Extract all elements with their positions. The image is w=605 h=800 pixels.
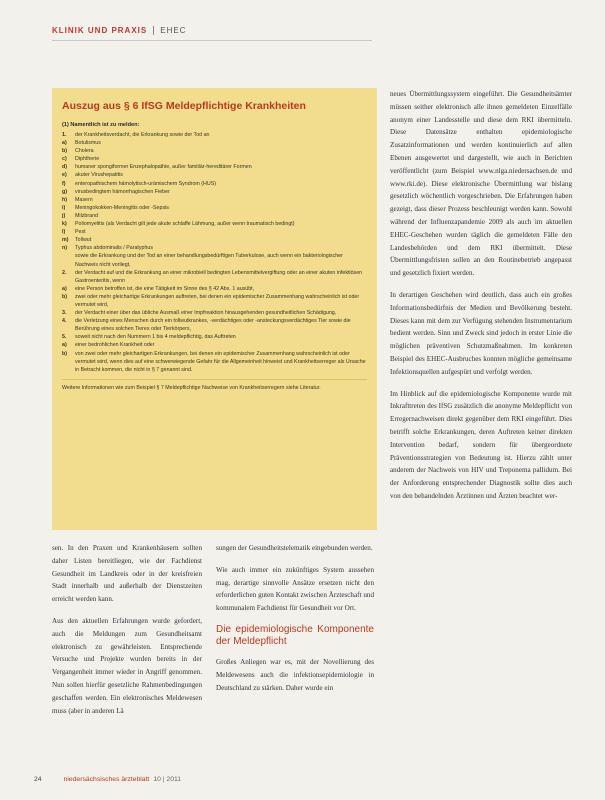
list-item (62, 155, 367, 163)
list-item (62, 228, 367, 236)
page-footer (34, 776, 181, 783)
list-item (62, 236, 367, 244)
info-box-footer: Weitere Informationen wie zum Beispiel § 7 Meldepflichtige Nachweise von Krankheitserregern siehe Literatur. (62, 379, 367, 393)
list-item (62, 171, 367, 179)
list-marker: 2. (62, 269, 67, 276)
list-item (62, 293, 367, 309)
list-text: Tollwut (75, 237, 92, 244)
list-item (62, 350, 367, 374)
list-text: einer bedrohlichen Krankheit oder (75, 342, 155, 349)
list-item (62, 131, 367, 139)
list-marker: k) (62, 221, 67, 228)
list-item (62, 252, 367, 268)
list-item (62, 309, 367, 317)
info-box-intro: (1) Namentlich ist zu melden: (62, 122, 140, 128)
info-box-list (62, 131, 367, 374)
list-marker: a) (62, 140, 67, 147)
list-marker: 3. (62, 310, 67, 317)
column-middle (216, 542, 374, 703)
paragraph: Großes Anliegen war es, mit der Novellierung des Meldewesens auch die infektionsepidemiologie in Deutschland zu stärken. Daher wurde ein (216, 657, 374, 692)
list-item (62, 220, 367, 228)
list-text: Cholera (75, 148, 94, 155)
paragraph: In derartigen Geschehen wird deutlich, dass auch ein großes Informationsbedürfnis der Medien und Bevölkerung besteht. Dieses kann mit dem zur Verfügung stehenden Instrumentarium bedient werden. Sinn und Zweck sind jedoch in erster Linie die möglichen präventiven Schutzmaßnahmen. Im konkreten Beispiel des EHEC-Ausbruches konnten mögliche gemeinsame Infektionsquellen aufgespürt und verfolgt werden. (390, 290, 572, 376)
list-item (62, 147, 367, 155)
paragraph: sen. In den Praxen und Krankenhäusern sollten daher Listen bereitliegen, wie der Fachdienst Gesundheit im Landkreis oder in der kreisfreien Stadt innerhalb und außerhalb der Dienstzeiten erreicht werden kann. (52, 544, 202, 604)
header-rule (52, 40, 372, 41)
info-box-title: Auszug aus § 6 IfSG Meldepflichtige Krankheiten (62, 100, 306, 112)
list-item (62, 212, 367, 220)
list-text: sowie die Erkrankung und der Tod an einer behandlungsbedürftigen Tuberkulose, auch wenn ein bakteriologischer Nachweis nicht vorliegt, (75, 253, 343, 268)
list-marker (62, 252, 75, 268)
list-item (62, 333, 367, 341)
list-item (62, 269, 367, 285)
list-text: der Verdacht auf und die Erkrankung an einer mikrobiell bedingten Lebensmittelvergiftung oder an einer akuten infektiösen Gastroenteritis, wenn (75, 269, 363, 284)
list-marker: 1. (62, 132, 67, 138)
list-text: der Krankheitsverdacht, die Erkrankung sowie der Tod an (75, 132, 210, 138)
list-text: eine Person betroffen ist, die eine Tätigkeit im Sinne des § 42 Abs. 1 ausübt, (75, 285, 255, 292)
list-marker: g) (62, 188, 67, 195)
list-item (62, 139, 367, 147)
list-text: Milzbrand (75, 212, 98, 219)
list-text: Typhus abdominalis / Paratyphus (75, 245, 154, 252)
list-marker: a) (62, 342, 67, 349)
list-marker: 4. (62, 318, 67, 325)
list-text: Pest (75, 229, 86, 236)
list-marker: 5. (62, 334, 67, 341)
list-text: von zwei oder mehr gleichartigen Erkrankungen, bei denen ein epidemischer Zusammenhang wahrscheinlich ist oder vermutet wird, wenn dies auf eine schwerwiegende Gefahr für die Allgemeinheit hinweist und Krankheitserreger als Ursache in Betracht kommen, die nicht in § 7 genannt sind. (75, 350, 366, 373)
list-marker: b) (62, 148, 67, 155)
list-text: zwei oder mehr gleichartige Erkrankungen auftreten, bei denen ein epidemischer Zusammenhang wahrscheinlich ist oder vermutet wird, (75, 293, 360, 308)
paragraph: Im Hinblick auf die epidemiologische Komponente wurde mit Inkrafttreten des IfSG zusätzlich die anonyme Meldepflicht von Erregernachweisen direkt gegenüber dem RKI eingeführt. Dies betrifft solche Erkrankungen, deren Auftreten keiner direkten Intervention bedarf, sondern für übergeordnete Präventionsstrategien von Bedeutung ist. Hierzu zählt unter anderem der Nachweis von HIV und Treponema pallidum. Bei der Anforderung entsprechender Diagnostik sollte dies auch von den behandelnden Ärztinnen und Ärzten beachtet wer- (390, 389, 572, 500)
list-text: Poliomyelitis (als Verdacht gilt jede akute schlaffe Lähmung, außer wenn traumatisch bedingt) (75, 221, 295, 228)
list-text: Botulismus (75, 140, 101, 147)
list-text: Diphtherie (75, 156, 100, 163)
paragraph: sungen der Gesundheitstelematik eingebunden werden. (216, 544, 373, 552)
issue-label: 10 | 2011 (153, 776, 182, 783)
list-item (62, 163, 367, 171)
info-box (52, 88, 377, 530)
list-marker: h) (62, 196, 67, 203)
journal-name: niedersächsisches ärzteblatt (63, 776, 150, 783)
header-divider (153, 26, 154, 35)
list-text: die Verletzung eines Menschen durch ein tollwutkrankes, -verdächtiges oder -ansteckungsverdächtiges Tier sowie die Berührung eines solchen Tieres oder Tierkörpers, (75, 318, 351, 333)
list-item (62, 204, 367, 212)
list-item (62, 244, 367, 252)
list-text: Masern (75, 196, 93, 203)
list-text: der Verdacht einer über das übliche Ausmaß einer Impfreaktion hinausgehenden gesundheitlichen Schädigung, (75, 310, 337, 317)
list-marker: i) (62, 204, 66, 211)
column-right (390, 88, 572, 512)
list-text: akuter Virushepatitis (75, 172, 123, 179)
list-marker: a) (62, 285, 67, 292)
list-marker: n) (62, 245, 67, 252)
list-item (62, 341, 367, 349)
list-marker: l) (62, 229, 66, 236)
list-marker: b) (62, 350, 67, 357)
topic-label: EHEC (160, 26, 187, 35)
list-marker: d) (62, 164, 67, 171)
list-item (62, 180, 367, 188)
list-item (62, 285, 367, 293)
list-text: humaner spongiformer Enzephalopathie, außer familiär-hereditärer Formen (75, 164, 252, 171)
column-left (52, 542, 202, 726)
list-text: Meningokokken-Meningitis oder -Sepsis (75, 204, 169, 211)
list-item (62, 188, 367, 196)
list-marker: e) (62, 172, 67, 179)
list-text: enteropathischem hämolytisch-urämischem Syndrom (HUS) (75, 180, 217, 187)
page-number: 24 (34, 776, 42, 783)
section-label: KLINIK UND PRAXIS (52, 26, 148, 35)
list-item (62, 196, 367, 204)
list-text: virusbedingtem hämorrhagischen Fieber (75, 188, 170, 195)
section-heading: Die epidemiologische Komponente der Meldepflicht (216, 623, 374, 647)
page-header (52, 26, 186, 35)
paragraph: Aus den aktuellen Erfahrungen wurde gefordert, auch die Meldungen zum Gesundheitsamt elektronisch zu gewährleisten. Entsprechende Versuche und Projekte wurden bereits in der Vergangenheit immer wieder in Angriff genommen. Nun sollen hierfür gesetzliche Rahmenbedingungen geschaffen werden. Ein elektronisches Meldewesen muss (aber in anderen Lä (52, 616, 202, 715)
paragraph: neues Übermittlungssystem eingeführt. Die Gesundheitsämter müssen seither elektronisch alle ihnen gemeldeten Einzelfälle anonym einer Landesstelle und diese dem RKI übermitteln. Diese Datensätze enthalten epidemiologische Zusatzinformationen und werden kontinuierlich auf allen Ebenen ausgewertet und dargestellt, wie auch in Berichten veröffentlicht (zum Beispiel www.nlga.niedersachsen.de und www.rki.de). Diese elektronische Übermittlung war bislang gesetzlich wöchentlich vorgeschrieben. Die Erfahrungen haben gezeigt, dass dieser Prozess beschleunigt werden kann. Sowohl während der Influenzapandemie 2009 als auch im aktuellen EHEC-Geschehen wurden täglich die gemeldeten Fälle den Landesbehörden und dem RKI übermittelt. Diese Übermittlungsfristen sollen an den Routinebetrieb angepasst und gesetzlich fixiert werden. (390, 90, 572, 278)
list-marker: b) (62, 293, 67, 300)
list-marker: f) (62, 180, 66, 187)
list-item (62, 317, 367, 333)
list-marker: c) (62, 156, 67, 163)
list-marker: j) (62, 212, 66, 219)
paragraph: Wie auch immer ein zukünftiges System aussehen mag, derartige sinnvolle Ansätze ersetzen nicht den erforderlichen guten Kontakt zwischen Ärzteschaft und kommunalem Fachdienst für Gesundheit vor Ort. (216, 565, 374, 613)
list-marker: m) (62, 237, 69, 244)
list-text: soweit nicht nach den Nummern 1 bis 4 meldepflichtig, das Auftreten (75, 334, 236, 341)
